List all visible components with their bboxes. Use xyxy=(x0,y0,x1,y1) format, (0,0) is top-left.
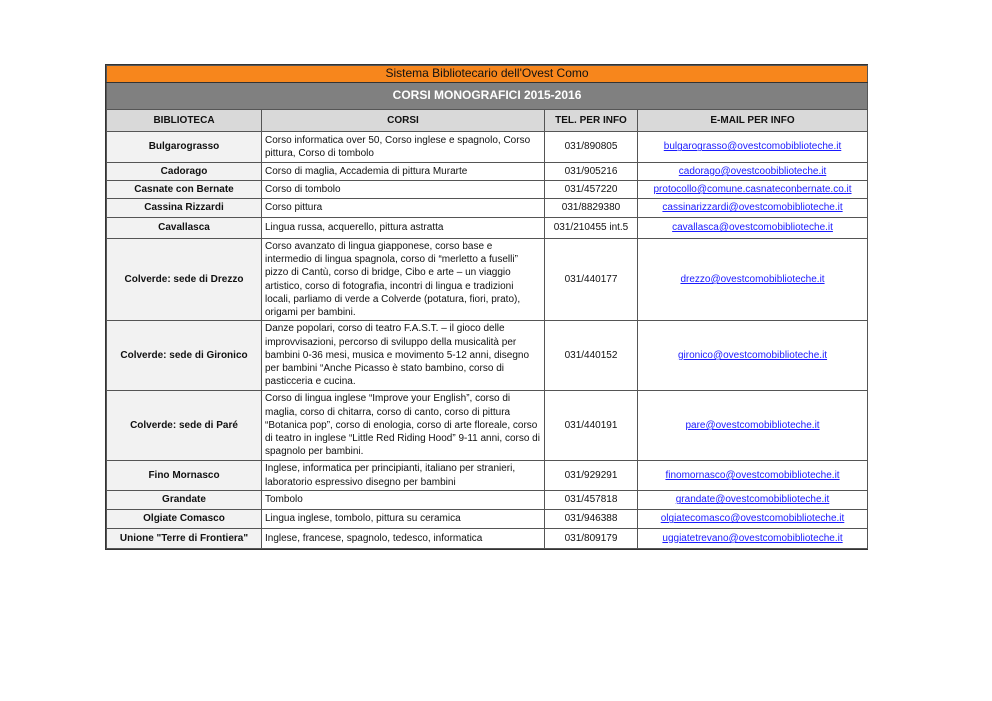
phone-cell: 031/457818 xyxy=(545,491,638,510)
phone-cell: 031/440177 xyxy=(545,239,638,321)
email-cell xyxy=(638,218,868,239)
table-row xyxy=(107,391,868,461)
email-cell xyxy=(638,132,868,163)
email-cell xyxy=(638,391,868,461)
table-row xyxy=(107,461,868,491)
email-link[interactable]: pare@ovestcomobiblioteche.it xyxy=(685,419,820,431)
table-row xyxy=(107,132,868,163)
library-name: Cassina Rizzardi xyxy=(107,199,262,218)
email-cell xyxy=(638,163,868,181)
courses-cell: Danze popolari, corso di teatro F.A.S.T. – il gioco delle improvvisazioni, percorso di sviluppo della musicalità per bambini 0-36 mesi, musica e movimento 5-12 anni, disegno per bambini “Anche Picasso è stato bambino, corso di pasticceria e cucina. xyxy=(262,321,545,391)
library-name: Colverde: sede di Paré xyxy=(107,391,262,461)
courses-cell: Corso informatica over 50, Corso inglese e spagnolo, Corso pittura, Corso di tombolo xyxy=(262,132,545,163)
sheet-title: Sistema Bibliotecario dell'Ovest Como xyxy=(107,66,868,83)
phone-cell: 031/946388 xyxy=(545,510,638,529)
library-name: Cavallasca xyxy=(107,218,262,239)
email-link[interactable]: uggiatetrevano@ovestcomobiblioteche.it xyxy=(662,532,843,544)
phone-cell: 031/809179 xyxy=(545,529,638,549)
courses-cell: Corso di tombolo xyxy=(262,181,545,199)
email-link[interactable]: grandate@ovestcomobiblioteche.it xyxy=(675,494,830,506)
header-corsi: CORSI xyxy=(262,110,545,132)
table-row xyxy=(107,491,868,510)
email-link[interactable]: protocollo@comune.casnateconbernate.co.it xyxy=(653,183,852,195)
courses-cell: Corso pittura xyxy=(262,199,545,218)
phone-cell: 031/210455 int.5 xyxy=(545,218,638,239)
email-link[interactable]: finomornasco@ovestcomobiblioteche.it xyxy=(665,469,840,481)
sheet-subtitle: CORSI MONOGRAFICI 2015-2016 xyxy=(107,83,868,110)
courses-sheet xyxy=(105,64,868,550)
email-link[interactable]: cavallasca@ovestcomobiblioteche.it xyxy=(672,222,833,234)
email-link[interactable]: bulgarograsso@ovestcomobiblioteche.it xyxy=(663,141,842,153)
library-name: Colverde: sede di Drezzo xyxy=(107,239,262,321)
courses-cell: Corso di lingua inglese “Improve your English”, corso di maglia, corso di chitarra, corso di canto, corso di pittura “Botanica pop”, corso di enologia, corso di arte floreale, corso di teatro in inglese “Little Red Riding Hood” 9-11 anni, corso di spagnolo per bambini. xyxy=(262,391,545,461)
email-cell xyxy=(638,181,868,199)
phone-cell: 031/929291 xyxy=(545,461,638,491)
courses-cell: Inglese, informatica per principianti, italiano per stranieri, laboratorio espressivo disegno per bambini xyxy=(262,461,545,491)
table-row xyxy=(107,510,868,529)
table-row xyxy=(107,163,868,181)
library-name: Bulgarograsso xyxy=(107,132,262,163)
phone-cell: 031/890805 xyxy=(545,132,638,163)
library-name: Fino Mornasco xyxy=(107,461,262,491)
library-name: Grandate xyxy=(107,491,262,510)
email-cell xyxy=(638,321,868,391)
email-cell xyxy=(638,461,868,491)
courses-table xyxy=(106,65,868,549)
column-headers xyxy=(107,110,868,132)
header-email: E-MAIL PER INFO xyxy=(638,110,868,132)
email-link[interactable]: cadorago@ovestcoobiblioteche.it xyxy=(678,165,827,177)
email-cell xyxy=(638,199,868,218)
email-link[interactable]: olgiatecomasco@ovestcomobiblioteche.it xyxy=(660,513,845,525)
table-row xyxy=(107,529,868,549)
courses-cell: Lingua russa, acquerello, pittura astratta xyxy=(262,218,545,239)
email-cell xyxy=(638,510,868,529)
library-name: Cadorago xyxy=(107,163,262,181)
email-cell xyxy=(638,529,868,549)
phone-cell: 031/457220 xyxy=(545,181,638,199)
phone-cell: 031/905216 xyxy=(545,163,638,181)
table-row xyxy=(107,239,868,321)
courses-cell: Corso di maglia, Accademia di pittura Murarte xyxy=(262,163,545,181)
library-name: Casnate con Bernate xyxy=(107,181,262,199)
courses-cell: Inglese, francese, spagnolo, tedesco, informatica xyxy=(262,529,545,549)
phone-cell: 031/440191 xyxy=(545,391,638,461)
table-row xyxy=(107,181,868,199)
courses-cell: Lingua inglese, tombolo, pittura su ceramica xyxy=(262,510,545,529)
table-row xyxy=(107,218,868,239)
courses-cell: Tombolo xyxy=(262,491,545,510)
email-cell xyxy=(638,239,868,321)
email-link[interactable]: cassinarizzardi@ovestcomobiblioteche.it xyxy=(662,202,843,214)
library-name: Unione "Terre di Frontiera" xyxy=(107,529,262,549)
email-cell xyxy=(638,491,868,510)
table-row xyxy=(107,199,868,218)
header-tel: TEL. PER INFO xyxy=(545,110,638,132)
phone-cell: 031/440152 xyxy=(545,321,638,391)
library-name: Olgiate Comasco xyxy=(107,510,262,529)
header-biblioteca: BIBLIOTECA xyxy=(107,110,262,132)
library-name: Colverde: sede di Gironico xyxy=(107,321,262,391)
email-link[interactable]: gironico@ovestcomobiblioteche.it xyxy=(677,349,828,361)
phone-cell: 031/8829380 xyxy=(545,199,638,218)
email-link[interactable]: drezzo@ovestcomobiblioteche.it xyxy=(680,273,825,285)
table-row xyxy=(107,321,868,391)
courses-cell: Corso avanzato di lingua giapponese, corso base e intermedio di lingua spagnola, corso di “merletto a fuselli” pizzo di Cantù, corso di bridge, Cibo e arte – un viaggio artistico, corso di fotografia, incontri di lingua e tradizioni locali, parliamo di verde a Colverde (potatura, fiori, prato), origami per bambini. xyxy=(262,239,545,321)
